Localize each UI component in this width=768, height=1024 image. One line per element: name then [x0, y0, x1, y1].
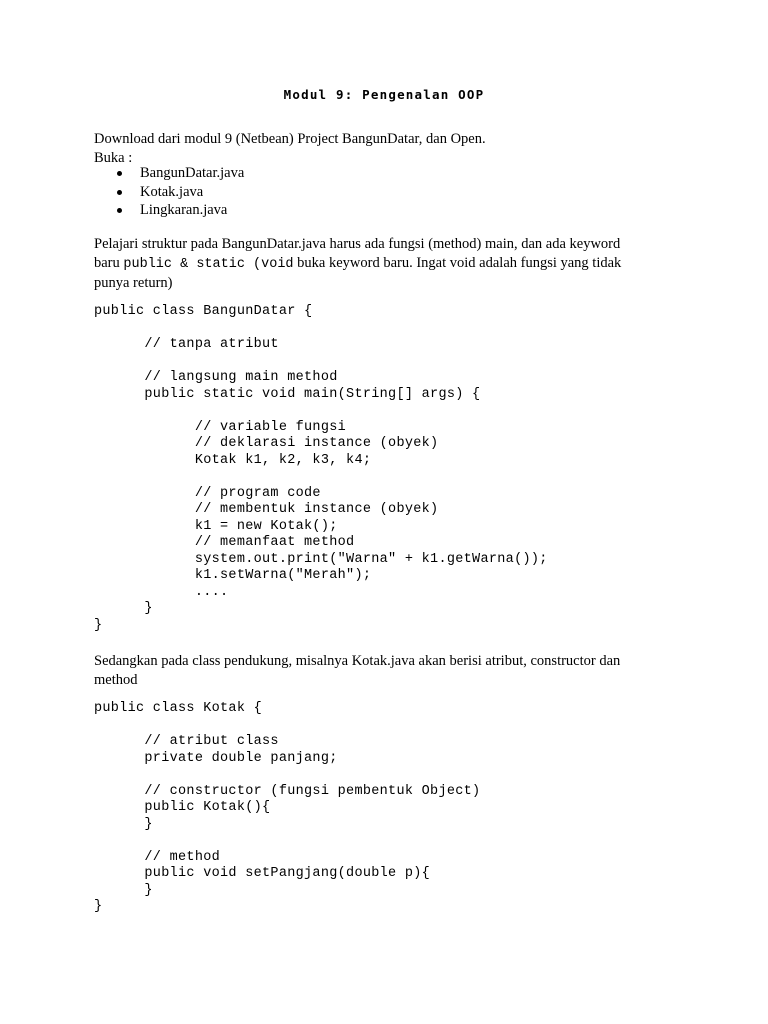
code-line: // deklarasi instance (obyek): [94, 436, 439, 451]
code-line: public void setPangjang(double p){: [94, 866, 431, 881]
kotak-paragraph: [94, 652, 684, 689]
intro-line-buka: Buka :: [94, 149, 133, 166]
code-line: // membentuk instance (obyek): [94, 502, 439, 517]
code-line: // program code: [94, 485, 321, 501]
struktur-paragraph: [94, 235, 684, 293]
kotak-line-2: method: [94, 671, 138, 688]
text-baru: baru: [94, 254, 124, 271]
code-line: }: [94, 601, 153, 616]
intro-paragraph: [94, 130, 684, 167]
document-title: [0, 87, 768, 102]
code-line: public class Kotak {: [94, 701, 263, 716]
code-line: public Kotak(){: [94, 800, 271, 815]
code-line: public class BangunDatar {: [94, 304, 313, 319]
intro-line-download: Download dari modul 9 (Netbean) Project BangunDatar, dan Open.: [94, 131, 486, 147]
code-line: // method: [94, 849, 221, 865]
struktur-line-2: [94, 254, 684, 275]
code-block-bangundatar: [94, 304, 548, 634]
code-line: k1 = new Kotak();: [94, 518, 338, 534]
code-line: // langsung main method: [94, 370, 338, 385]
keyword-void: void: [261, 256, 294, 272]
code-line: // memanfaat method: [94, 535, 355, 550]
struktur-line-3: punya return): [94, 275, 173, 291]
code-line: // constructor (fungsi pembentuk Object): [94, 783, 481, 799]
list-item: BangunDatar.java: [94, 164, 244, 183]
code-line: // tanpa atribut: [94, 337, 279, 352]
kotak-line-1: Sedangkan pada class pendukung, misalnya Kotak.java akan berisi atribut, constructor dan: [94, 653, 621, 669]
code-line: }: [94, 617, 103, 633]
code-line: k1.setWarna("Merah");: [94, 568, 372, 583]
code-line: system.out.print("Warna" + k1.getWarna());: [94, 551, 548, 567]
code-line: Kotak k1, k2, k3, k4;: [94, 452, 372, 468]
code-line: // atribut class: [94, 734, 279, 749]
text-paren: (: [244, 256, 262, 272]
code-line: }: [94, 882, 153, 898]
code-line: public static void main(String[] args) {: [94, 386, 481, 402]
list-item: Lingkaran.java: [94, 201, 244, 220]
code-line: ....: [94, 584, 229, 600]
file-list: [94, 164, 244, 220]
code-line: private double panjang;: [94, 750, 338, 766]
code-line: }: [94, 816, 153, 832]
code-block-kotak: [94, 701, 480, 916]
code-line: // variable fungsi: [94, 419, 347, 435]
list-item: Kotak.java: [94, 183, 244, 202]
text-rest: buka keyword baru. Ingat void adalah fungsi yang tidak: [293, 254, 622, 271]
struktur-line-1: Pelajari struktur pada BangunDatar.java harus ada fungsi (method) main, dan ada keyword: [94, 236, 621, 252]
code-line: }: [94, 899, 103, 914]
document-title-text: Modul 9: Pengenalan OOP: [283, 87, 485, 102]
text-ampersand: &: [172, 256, 197, 272]
keyword-public: public: [123, 256, 172, 272]
keyword-static: static: [196, 256, 245, 272]
